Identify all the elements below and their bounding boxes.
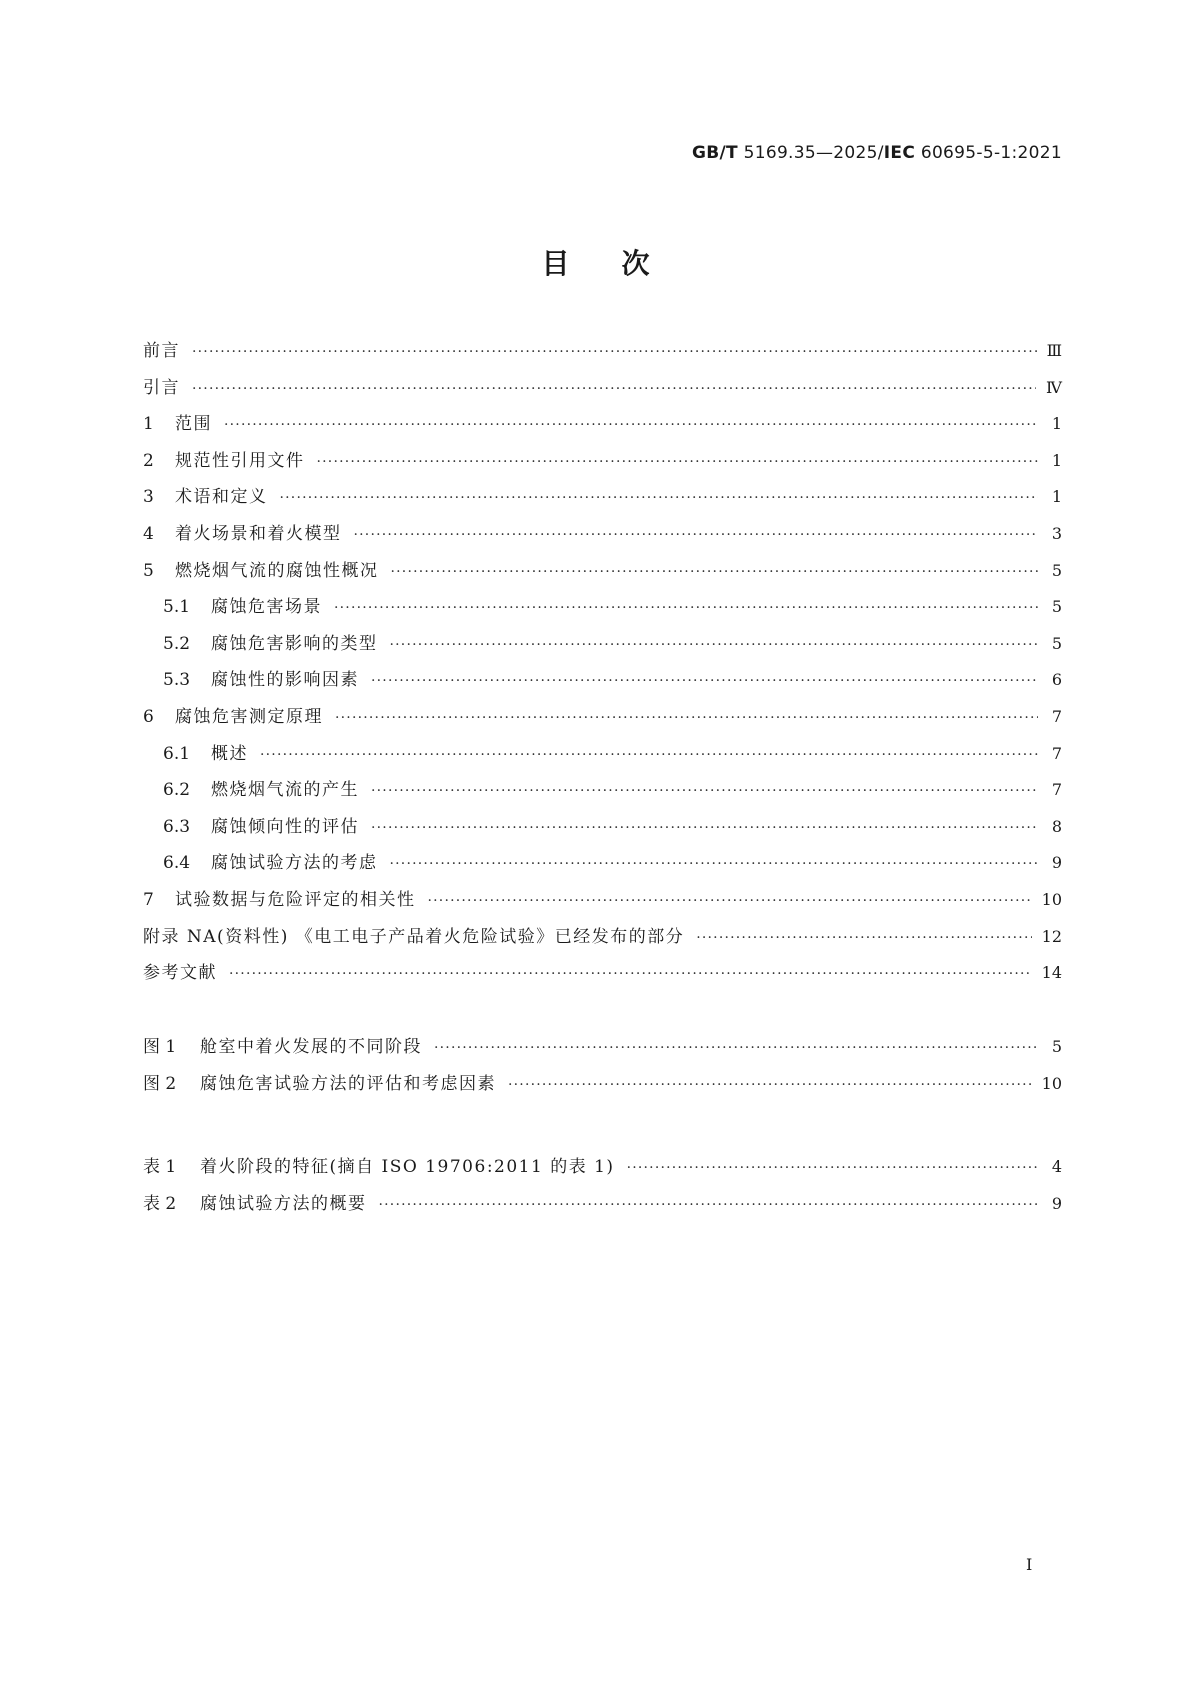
toc-entry[interactable]	[143, 958, 1062, 995]
toc-entry-page: Ⅳ	[1046, 377, 1062, 397]
toc-entry-label: 腐蚀危害测定原理	[175, 706, 323, 727]
standard-code	[692, 143, 1062, 163]
dot-leader	[428, 893, 1032, 909]
figure-entry[interactable]	[143, 1032, 1062, 1069]
dot-leader	[371, 673, 1038, 689]
figure-page: 10	[1041, 1073, 1062, 1093]
toc-entry-page: 1	[1051, 487, 1062, 507]
toc-entry-label: 附录 NA(资料性) 《电工电子产品着火危险试验》已经发布的部分	[143, 926, 685, 947]
dot-leader	[627, 1160, 1038, 1176]
standard-prefix: GB/T	[691, 143, 738, 163]
dot-leader	[354, 527, 1039, 543]
toc-entry-page: 7	[1051, 780, 1062, 800]
page-title: 目次	[541, 247, 702, 280]
toc-entry-page: 10	[1041, 889, 1062, 909]
dot-leader	[317, 454, 1039, 470]
toc-entry-page: 6	[1051, 670, 1062, 690]
toc-entry-page: 5	[1051, 633, 1062, 653]
toc-entry-label: 着火场景和着火模型	[175, 523, 342, 544]
toc-entry-page: Ⅲ	[1046, 341, 1062, 360]
toc-entry-number: 1	[143, 414, 154, 435]
toc-entry[interactable]	[143, 336, 1062, 373]
toc-entry-label: 术语和定义	[175, 487, 268, 508]
table-entry[interactable]	[143, 1189, 1062, 1226]
toc-entry-label: 燃烧烟气流的产生	[211, 780, 359, 801]
toc-subentry[interactable]	[143, 775, 1062, 812]
dot-leader	[192, 344, 1037, 360]
toc-entry[interactable]	[143, 556, 1062, 593]
figure-label: 舱室中着火发展的不同阶段	[200, 1037, 422, 1057]
standard-number: 5169.35—2025/	[737, 143, 884, 163]
table-entry[interactable]	[143, 1152, 1062, 1189]
table-list	[143, 1152, 1062, 1225]
toc-entry-number: 6.2	[163, 780, 191, 801]
dot-leader	[390, 856, 1039, 872]
toc-entry-number: 6.1	[163, 743, 191, 764]
iec-prefix: IEC	[883, 143, 916, 163]
toc-subentry[interactable]	[143, 812, 1062, 849]
dot-leader	[192, 381, 1036, 397]
toc-entry-label: 腐蚀试验方法的考虑	[211, 853, 378, 874]
toc-entry-label: 燃烧烟气流的腐蚀性概况	[175, 560, 379, 581]
toc-subentry[interactable]	[143, 665, 1062, 702]
toc-subentry[interactable]	[143, 629, 1062, 666]
toc-entry-page: 1	[1051, 450, 1062, 470]
toc-entry[interactable]	[143, 409, 1062, 446]
figure-entry[interactable]	[143, 1069, 1062, 1106]
figure-number: 图 1	[143, 1037, 177, 1057]
dot-leader	[229, 966, 1032, 982]
dot-leader	[224, 417, 1038, 433]
toc-entry[interactable]	[143, 482, 1062, 519]
dot-leader	[391, 564, 1039, 580]
dot-leader	[379, 1197, 1039, 1213]
dot-leader	[371, 820, 1038, 836]
toc-entry-label: 范围	[175, 414, 212, 435]
toc-entry-number: 5.2	[163, 633, 191, 654]
dot-leader	[260, 747, 1038, 763]
toc-entry-number: 4	[143, 523, 154, 544]
iec-number: 60695-5-1:2021	[915, 143, 1062, 163]
dot-leader	[280, 490, 1039, 506]
toc-entry[interactable]	[143, 373, 1062, 410]
figure-list	[143, 1032, 1062, 1105]
toc-entry-page: 5	[1051, 597, 1062, 617]
toc-entry-page: 3	[1051, 523, 1062, 543]
toc-entry-page: 7	[1051, 706, 1062, 726]
toc-entry-number: 7	[143, 889, 154, 910]
toc-entry-label: 概述	[211, 743, 248, 764]
figure-number: 图 2	[143, 1073, 177, 1094]
toc-entry[interactable]	[143, 702, 1062, 739]
toc-subentry[interactable]	[143, 848, 1062, 885]
toc-entry-label: 腐蚀倾向性的评估	[211, 816, 359, 837]
toc-entry[interactable]	[143, 446, 1062, 483]
toc-entry-label: 腐蚀性的影响因素	[211, 670, 359, 691]
figure-label: 腐蚀危害试验方法的评估和考虑因素	[200, 1073, 496, 1094]
toc-subentry[interactable]	[143, 592, 1062, 629]
toc-entry-number: 2	[143, 450, 154, 471]
toc-entry[interactable]	[143, 519, 1062, 556]
toc-entry-number: 6.4	[163, 853, 191, 874]
toc-entry-page: 9	[1051, 853, 1062, 873]
toc-entry-page: 5	[1051, 560, 1062, 580]
table-page: 9	[1051, 1193, 1062, 1213]
dot-leader	[371, 783, 1038, 799]
toc-entry-page: 1	[1051, 414, 1062, 434]
toc-entry-label: 引言	[143, 377, 180, 398]
toc-subentry[interactable]	[143, 739, 1062, 776]
table-number: 表 1	[143, 1157, 177, 1177]
toc-entry-page: 7	[1051, 743, 1062, 763]
toc-entry-number: 6	[143, 706, 154, 727]
toc-entry-number: 6.3	[163, 816, 191, 837]
dot-leader	[390, 637, 1039, 653]
toc-entry-label: 腐蚀危害场景	[211, 597, 322, 618]
toc-entry-page: 12	[1041, 926, 1062, 946]
table-number: 表 2	[143, 1193, 177, 1214]
dot-leader	[335, 710, 1038, 726]
toc-entry-label: 前言	[143, 341, 180, 361]
toc-entry-page: 14	[1041, 963, 1062, 983]
toc-entry-label: 腐蚀危害影响的类型	[211, 633, 378, 654]
page-number: I	[1026, 1555, 1033, 1574]
dot-leader	[334, 600, 1038, 616]
toc-list	[143, 336, 1062, 995]
toc-entry-label: 规范性引用文件	[175, 450, 305, 471]
toc-entry-number: 5	[143, 560, 154, 581]
dot-leader	[696, 930, 1031, 946]
toc-entry[interactable]	[143, 922, 1062, 959]
toc-entry[interactable]	[143, 885, 1062, 922]
dot-leader	[508, 1077, 1032, 1093]
toc-entry-label: 参考文献	[143, 963, 217, 984]
toc-entry-label: 试验数据与危险评定的相关性	[175, 889, 416, 910]
toc-entry-number: 5.1	[163, 597, 191, 618]
table-label: 腐蚀试验方法的概要	[200, 1193, 367, 1214]
table-page: 4	[1051, 1157, 1062, 1176]
toc-entry-page: 8	[1051, 816, 1062, 836]
dot-leader	[434, 1040, 1038, 1056]
toc-entry-number: 3	[143, 487, 154, 508]
table-label: 着火阶段的特征(摘自 ISO 19706:2011 的表 1)	[200, 1157, 615, 1177]
toc-entry-number: 5.3	[163, 670, 191, 691]
figure-page: 5	[1051, 1037, 1062, 1056]
